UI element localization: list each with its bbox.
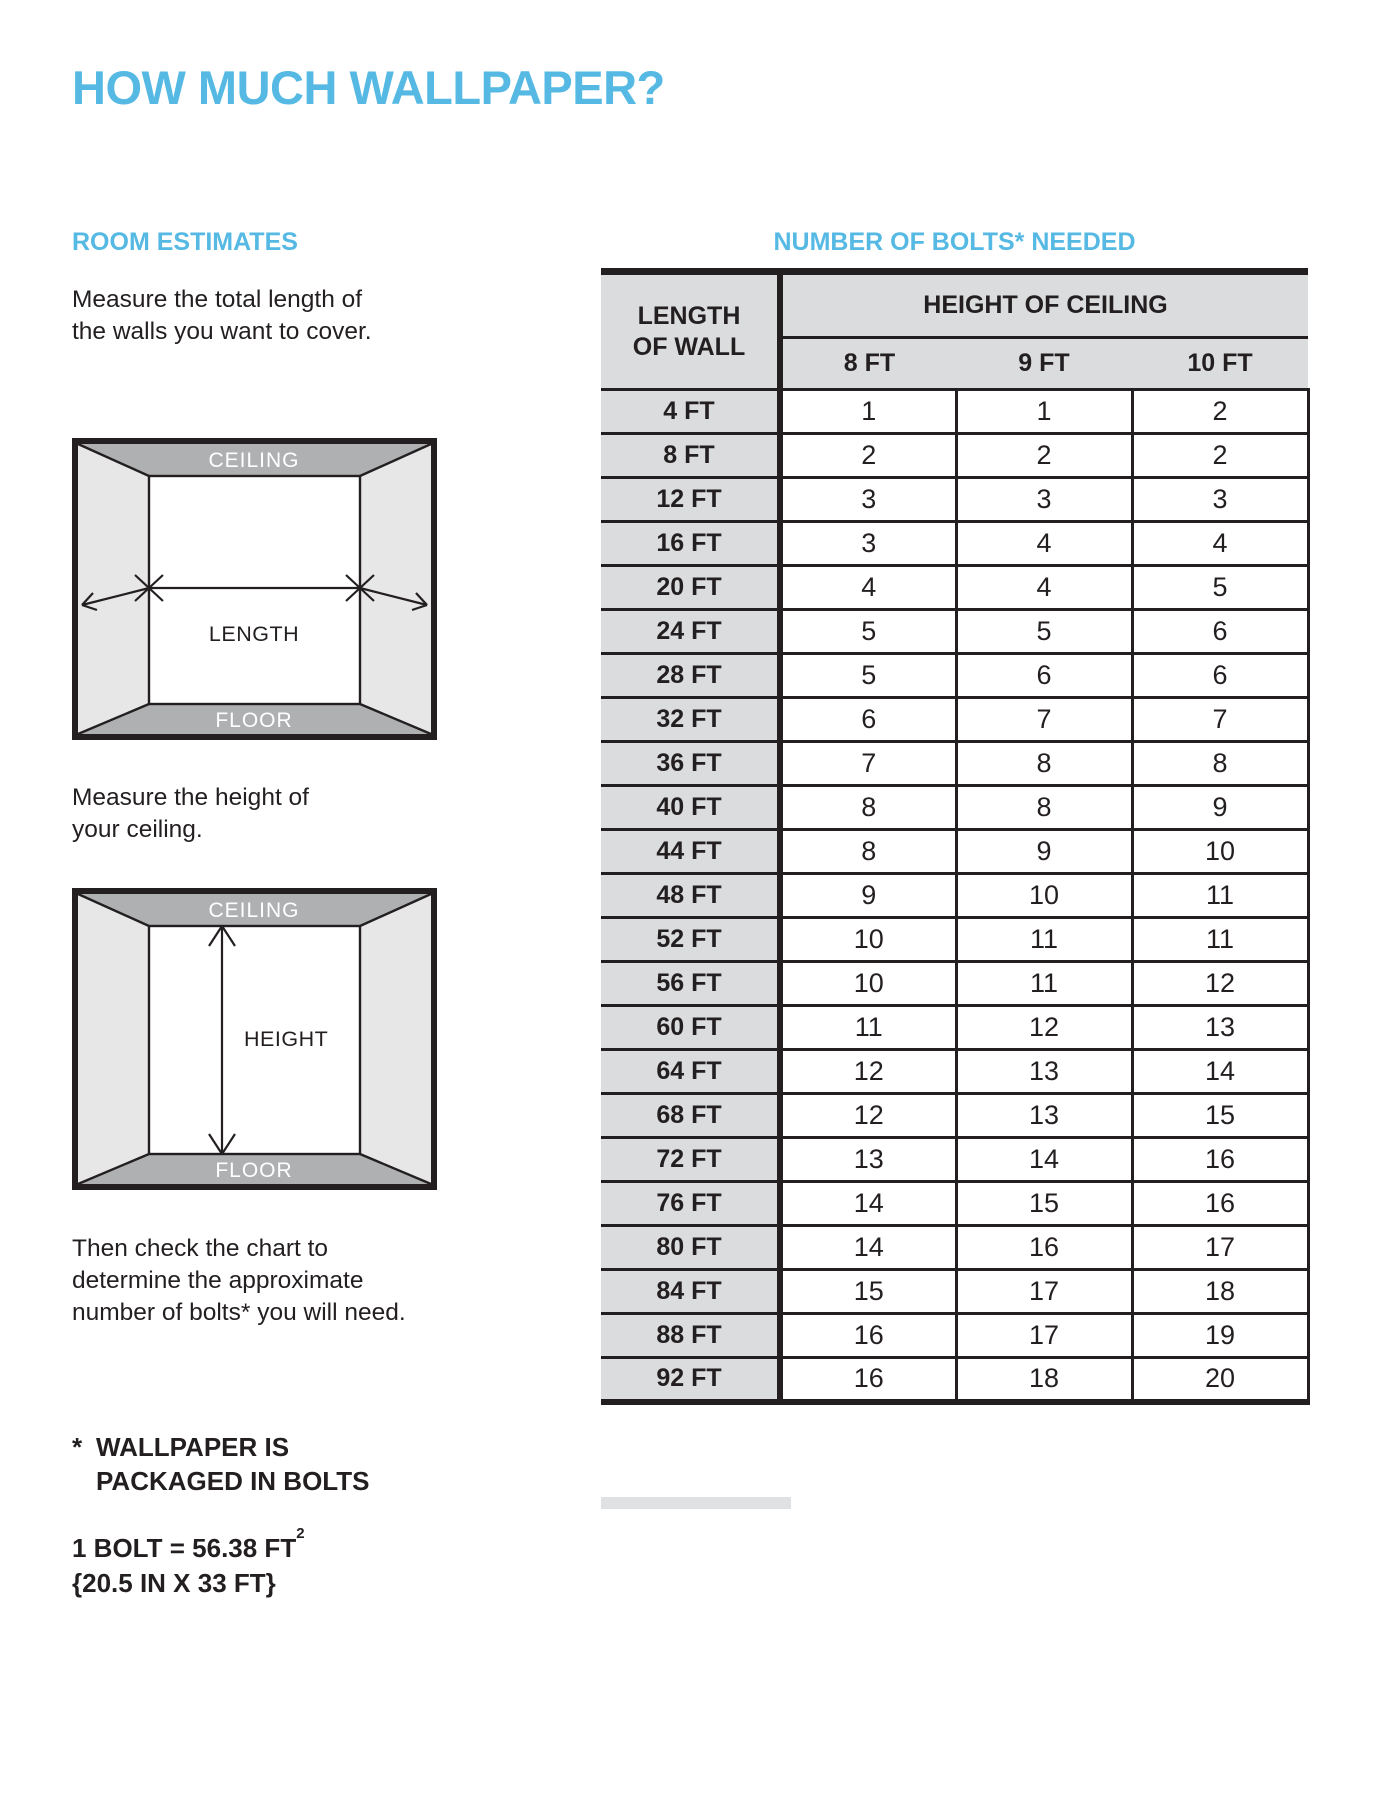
table-row — [601, 830, 1308, 874]
height-label: HEIGHT — [244, 1027, 329, 1051]
bolt-count-cell: 18 — [1132, 1270, 1308, 1314]
bolt-count-cell: 8 — [780, 786, 956, 830]
length-of-wall-header — [601, 272, 780, 390]
footnote-line: PACKAGED IN BOLTS — [96, 1466, 370, 1496]
row-header-76-ft: 76 FT — [601, 1182, 780, 1226]
bolt-count-cell: 8 — [956, 786, 1132, 830]
bolt-count-cell: 10 — [780, 918, 956, 962]
table-row — [601, 1358, 1308, 1402]
bolt-count-cell: 2 — [1132, 434, 1308, 478]
table-shadow-strip — [601, 1497, 791, 1509]
row-header-60-ft: 60 FT — [601, 1006, 780, 1050]
instruction-line: determine the approximate — [72, 1267, 364, 1294]
bolt-count-cell: 10 — [780, 962, 956, 1006]
bolt-count-cell: 16 — [780, 1358, 956, 1402]
bolt-count-cell: 11 — [956, 918, 1132, 962]
bolt-count-cell: 11 — [780, 1006, 956, 1050]
table-row — [601, 390, 1308, 434]
bolt-count-cell: 7 — [1132, 698, 1308, 742]
bolt-count-cell: 2 — [1132, 390, 1308, 434]
table-row — [601, 654, 1308, 698]
table-row — [601, 1050, 1308, 1094]
bolt-count-cell: 17 — [956, 1270, 1132, 1314]
table-row — [601, 1138, 1308, 1182]
bolt-count-cell: 14 — [780, 1182, 956, 1226]
bolt-count-cell: 17 — [1132, 1226, 1308, 1270]
row-header-8-ft: 8 FT — [601, 434, 780, 478]
instruction-line: the walls you want to cover. — [72, 318, 372, 345]
row-header-56-ft: 56 FT — [601, 962, 780, 1006]
bolt-count-cell: 3 — [1132, 478, 1308, 522]
check-chart-instruction — [72, 1233, 406, 1329]
row-header-16-ft: 16 FT — [601, 522, 780, 566]
bolt-count-cell: 11 — [956, 962, 1132, 1006]
bolt-count-cell: 13 — [956, 1050, 1132, 1094]
bolt-count-cell: 8 — [1132, 742, 1308, 786]
bolt-count-cell: 16 — [1132, 1182, 1308, 1226]
table-row — [601, 1270, 1308, 1314]
bolt-definition — [72, 1525, 305, 1601]
row-header-4-ft: 4 FT — [601, 390, 780, 434]
bolt-count-cell: 16 — [780, 1314, 956, 1358]
bolt-count-cell: 7 — [780, 742, 956, 786]
page-title: HOW MUCH WALLPAPER? — [72, 61, 665, 114]
table-row — [601, 918, 1308, 962]
bolt-count-cell: 4 — [956, 522, 1132, 566]
table-row — [601, 742, 1308, 786]
bolt-count-cell: 16 — [956, 1226, 1132, 1270]
row-header-72-ft: 72 FT — [601, 1138, 780, 1182]
bolt-count-cell: 15 — [956, 1182, 1132, 1226]
bolt-count-cell: 3 — [780, 478, 956, 522]
bolt-dimensions-text: {20.5 IN X 33 FT} — [72, 1567, 276, 1598]
bolt-count-cell: 7 — [956, 698, 1132, 742]
floor-label: FLOOR — [215, 709, 293, 732]
table-row — [601, 1006, 1308, 1050]
bolt-count-cell: 16 — [1132, 1138, 1308, 1182]
row-header-36-ft: 36 FT — [601, 742, 780, 786]
bolts-needed-heading: NUMBER OF BOLTS* NEEDED — [773, 228, 1136, 256]
row-header-32-ft: 32 FT — [601, 698, 780, 742]
bolt-count-cell: 3 — [780, 522, 956, 566]
row-header-20-ft: 20 FT — [601, 566, 780, 610]
back-wall-panel — [149, 476, 360, 704]
row-header-80-ft: 80 FT — [601, 1226, 780, 1270]
bolt-count-cell: 6 — [1132, 610, 1308, 654]
bolt-count-cell: 6 — [1132, 654, 1308, 698]
room-estimates-heading: ROOM ESTIMATES — [72, 228, 298, 256]
row-header-84-ft: 84 FT — [601, 1270, 780, 1314]
length-label: LENGTH — [208, 622, 300, 646]
footnote-line: WALLPAPER IS — [96, 1432, 290, 1462]
table-row — [601, 434, 1308, 478]
table-row — [601, 962, 1308, 1006]
table-row — [601, 478, 1308, 522]
bolt-count-cell: 5 — [780, 610, 956, 654]
instruction-line: Measure the total length of — [72, 286, 363, 313]
bolt-count-cell: 12 — [780, 1094, 956, 1138]
bolt-count-cell: 2 — [780, 434, 956, 478]
bolt-count-cell: 14 — [956, 1138, 1132, 1182]
bolt-count-cell: 13 — [1132, 1006, 1308, 1050]
instruction-line: your ceiling. — [72, 816, 203, 843]
floor-label: FLOOR — [215, 1159, 293, 1182]
bolt-count-cell: 9 — [956, 830, 1132, 874]
bolt-count-cell: 5 — [1132, 566, 1308, 610]
table-row — [601, 1226, 1308, 1270]
bolt-count-cell: 9 — [780, 874, 956, 918]
bolts-footnote — [72, 1430, 369, 1498]
bolt-count-cell: 6 — [780, 698, 956, 742]
row-header-28-ft: 28 FT — [601, 654, 780, 698]
bolt-count-cell: 1 — [956, 390, 1132, 434]
bolt-count-cell: 3 — [956, 478, 1132, 522]
table-row — [601, 610, 1308, 654]
bolt-count-cell: 4 — [956, 566, 1132, 610]
bolt-count-cell: 12 — [1132, 962, 1308, 1006]
bolt-count-cell: 1 — [780, 390, 956, 434]
bolt-count-cell: 13 — [956, 1094, 1132, 1138]
table-row — [601, 1094, 1308, 1138]
left-wall-panel — [78, 894, 149, 1184]
row-header-68-ft: 68 FT — [601, 1094, 780, 1138]
ceiling-label: CEILING — [208, 449, 300, 472]
table-row — [601, 1182, 1308, 1226]
bolt-count-cell: 5 — [956, 610, 1132, 654]
bolt-count-cell: 18 — [956, 1358, 1132, 1402]
room-height-diagram — [72, 888, 437, 1190]
room-length-diagram — [72, 438, 437, 740]
bolt-count-cell: 14 — [1132, 1050, 1308, 1094]
measure-length-instruction — [72, 284, 372, 348]
height-of-ceiling-header: HEIGHT OF CEILING — [780, 272, 1308, 338]
table-row — [601, 698, 1308, 742]
column-header-8ft: 8 FT — [780, 338, 956, 390]
bolt-count-cell: 8 — [780, 830, 956, 874]
row-header-88-ft: 88 FT — [601, 1314, 780, 1358]
header-line: LENGTH — [637, 301, 741, 330]
bolts-table-body — [601, 390, 1308, 1402]
instruction-line: Measure the height of — [72, 784, 309, 811]
bolt-count-cell: 4 — [780, 566, 956, 610]
bolt-count-cell: 14 — [780, 1226, 956, 1270]
measure-height-instruction — [72, 782, 309, 846]
bolt-count-cell: 17 — [956, 1314, 1132, 1358]
bolt-count-cell: 4 — [1132, 522, 1308, 566]
bolt-count-cell: 15 — [1132, 1094, 1308, 1138]
bolt-count-cell: 11 — [1132, 874, 1308, 918]
bolt-count-cell: 15 — [780, 1270, 956, 1314]
bolt-count-cell: 12 — [780, 1050, 956, 1094]
row-header-52-ft: 52 FT — [601, 918, 780, 962]
footnote-text — [96, 1430, 369, 1498]
row-header-40-ft: 40 FT — [601, 786, 780, 830]
bolt-count-cell: 11 — [1132, 918, 1308, 962]
row-header-48-ft: 48 FT — [601, 874, 780, 918]
instruction-line: Then check the chart to — [72, 1235, 329, 1262]
bolt-count-cell: 13 — [780, 1138, 956, 1182]
ceiling-label: CEILING — [208, 899, 300, 922]
bolt-count-cell: 9 — [1132, 786, 1308, 830]
instruction-line: number of bolts* you will need. — [72, 1299, 406, 1326]
bolt-area-text: 1 BOLT = 56.38 $FT^2$ — [72, 1525, 305, 1563]
row-header-12-ft: 12 FT — [601, 478, 780, 522]
bolt-count-cell: 12 — [956, 1006, 1132, 1050]
bolt-count-cell: 20 — [1132, 1358, 1308, 1402]
right-wall-panel — [360, 444, 431, 734]
bolt-count-cell: 2 — [956, 434, 1132, 478]
squared-superscript: 2 — [296, 1525, 305, 1542]
bolt-count-cell: 19 — [1132, 1314, 1308, 1358]
bolt-count-cell: 5 — [780, 654, 956, 698]
left-wall-panel — [78, 444, 149, 734]
row-header-24-ft: 24 FT — [601, 610, 780, 654]
right-wall-panel — [360, 894, 431, 1184]
bolt-count-cell: 8 — [956, 742, 1132, 786]
bolts-table — [601, 268, 1310, 1405]
table-row — [601, 874, 1308, 918]
bolt-count-cell: 10 — [1132, 830, 1308, 874]
bolt-count-cell: 6 — [956, 654, 1132, 698]
header-line: OF WALL — [632, 332, 746, 361]
bolt-count-cell: 10 — [956, 874, 1132, 918]
asterisk: * — [72, 1432, 83, 1462]
row-header-64-ft: 64 FT — [601, 1050, 780, 1094]
table-row — [601, 1314, 1308, 1358]
column-header-9ft: 9 FT — [956, 338, 1132, 390]
table-row — [601, 566, 1308, 610]
row-header-44-ft: 44 FT — [601, 830, 780, 874]
column-header-10ft: 10 FT — [1132, 338, 1308, 390]
row-header-92-ft: 92 FT — [601, 1358, 780, 1402]
table-row — [601, 522, 1308, 566]
table-row — [601, 786, 1308, 830]
